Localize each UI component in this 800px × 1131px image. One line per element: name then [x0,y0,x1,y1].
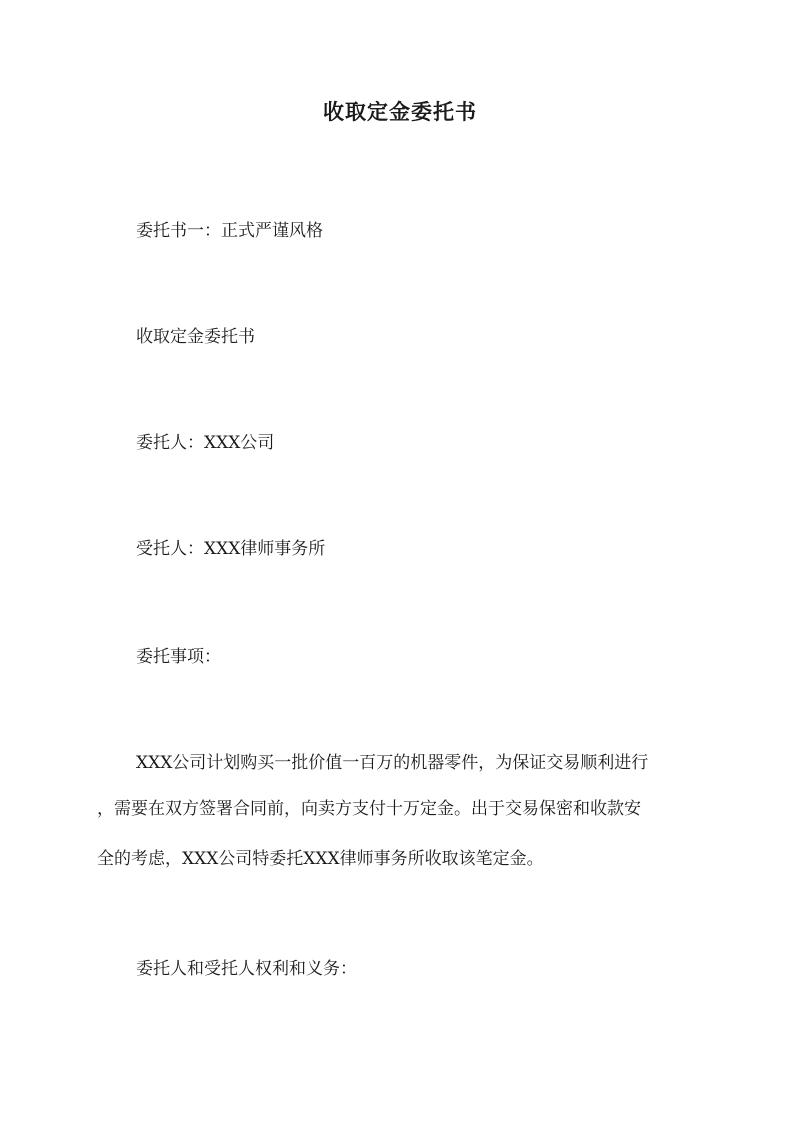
principal-line: 委托人：XXX公司 [136,433,275,453]
document-title: 收取定金委托书 [323,99,477,124]
document-subtitle: 委托书一：正式严谨风格 [136,221,323,241]
matters-line-1: XXX公司计划购买一批价值一百万的机器零件，为保证交易顺利进行 [136,753,649,773]
matters-label: 委托事项： [136,647,221,667]
agent-line: 受托人：XXX律师事务所 [136,539,326,559]
section-heading: 收取定金委托书 [136,327,255,347]
rights-label: 委托人和受托人权利和义务： [136,959,357,979]
matters-line-2: ，需要在双方签署合同前，向卖方支付十万定金。出于交易保密和收款安 [97,799,641,819]
matters-line-3: 全的考虑，XXX公司特委托XXX律师事务所收取该笔定金。 [97,849,544,869]
